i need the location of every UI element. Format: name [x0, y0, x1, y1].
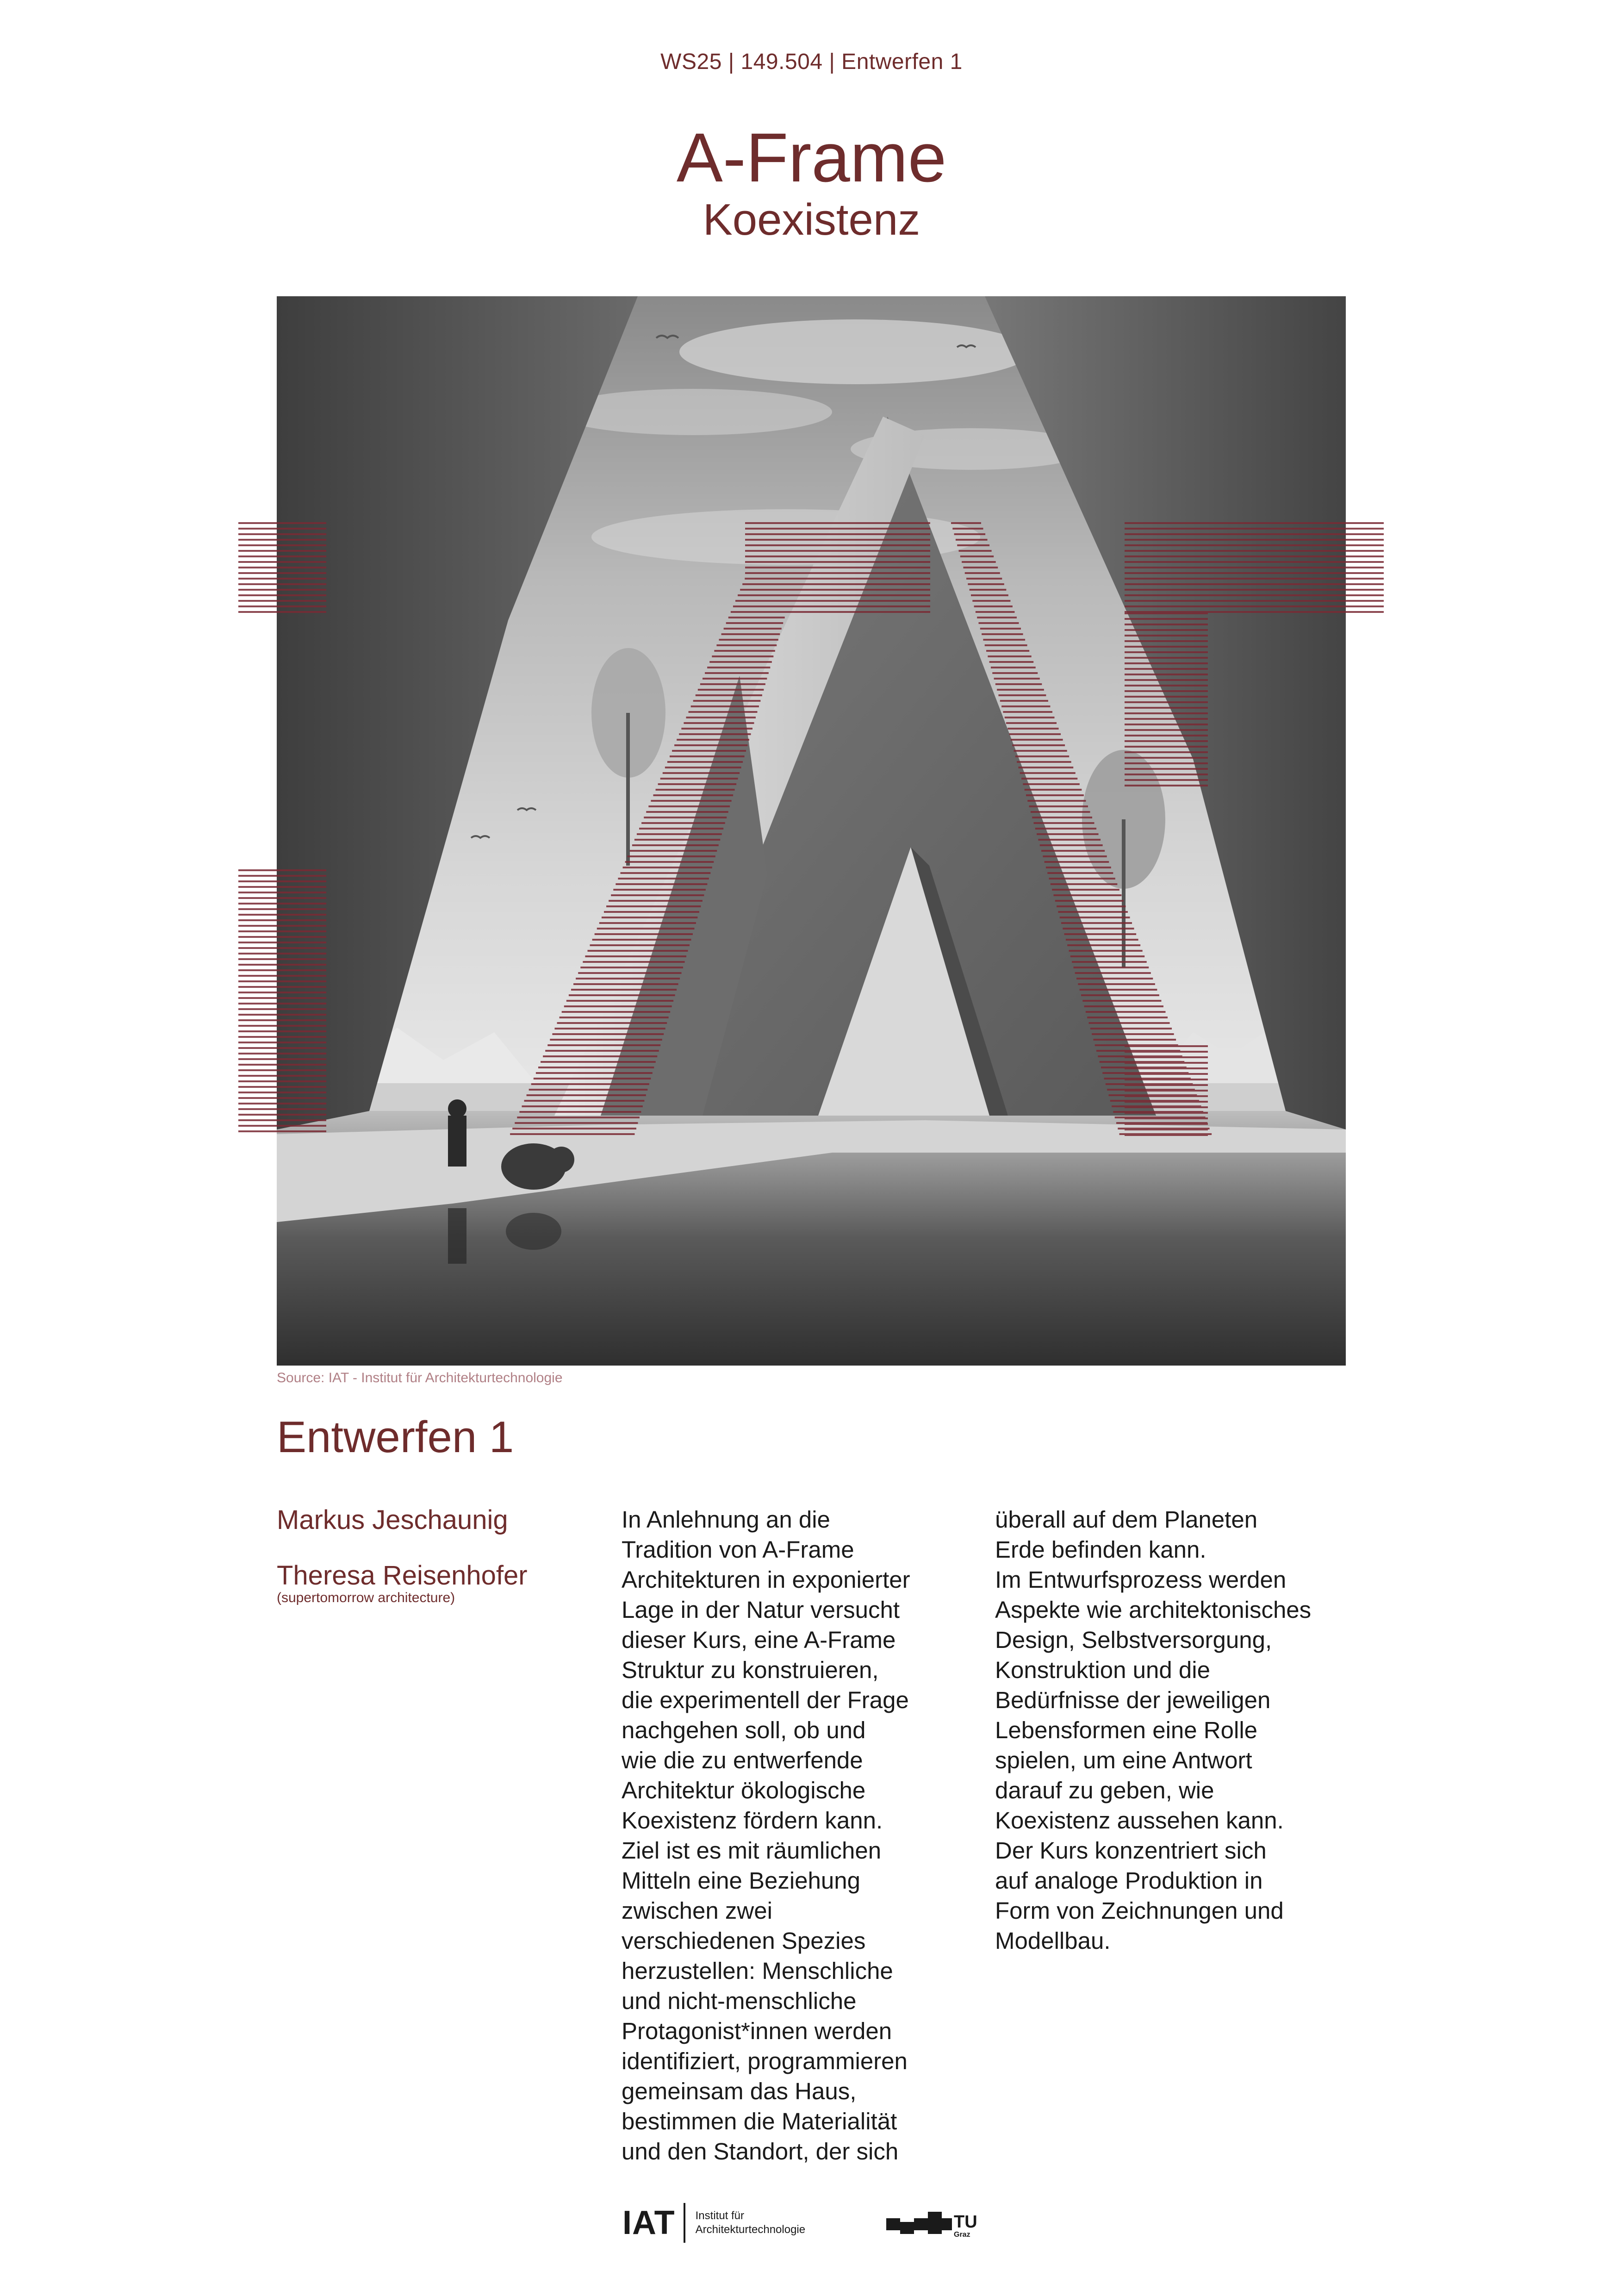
hero-image — [277, 296, 1346, 1366]
page-subtitle: Koexistenz — [703, 195, 920, 244]
iat-logo-text — [696, 2209, 805, 2237]
tu-logo-sub: Graz — [954, 2231, 970, 2239]
teacher-affiliation: (supertomorrow architecture) — [277, 1590, 455, 1605]
iat-logo-letters: IAT — [622, 2204, 675, 2241]
iat-logo-line-1: Institut für — [695, 2209, 745, 2222]
tu-graz-logo — [886, 2208, 983, 2240]
teacher-name: Theresa Reisenhofer — [277, 1560, 528, 1591]
course-line: WS25 | 149.504 | Entwerfen 1 — [660, 50, 963, 74]
iat-logo-divider — [684, 2203, 685, 2243]
image-caption: Source: IAT - Institut für Architekturtechnologie — [277, 1370, 563, 1385]
body-text-column-1: In Anlehnung an die Tradition von A-Frame Architekturen in exponierter Lage in der Natur versucht dieser Kurs, eine A-Frame Struktur zu konstruieren, die experimentell der Frage nachgehen soll, ob und wie die zu entwerfende Architektur ökologische Koexistenz fördern kann. Ziel ist es mit räumlichen Mitteln eine Beziehung zwischen zwei verschiedenen Spezies herzustellen: Menschliche und nicht-menschliche Protagonist*innen werden identifiziert, programmieren gemeinsam das Haus, bestimmen die Materialität und den Standort, der sich — [622, 1506, 910, 2165]
section-title: Entwerfen 1 — [277, 1412, 514, 1462]
page-title: A-Frame — [676, 119, 947, 196]
tu-logo-letters: TU — [954, 2212, 977, 2232]
iat-logo-line-2: Architekturtechnologie — [695, 2223, 806, 2236]
teacher-name: Markus Jeschaunig — [277, 1505, 508, 1535]
body-text-column-2: überall auf dem Planeten Erde befinden kann. Im Entwurfsprozess werden Aspekte wie architektonisches Design, Selbstversorgung, Konstruktion und die Bedürfnisse der jeweiligen Lebensformen eine Rolle spielen, um eine Antwort darauf zu geben, wie Koexistenz aussehen kann. Der Kurs konzentriert sich auf analoge Produktion in Form von Zeichnungen und Modellbau. — [995, 1506, 1312, 1954]
iat-logo — [622, 2200, 805, 2246]
